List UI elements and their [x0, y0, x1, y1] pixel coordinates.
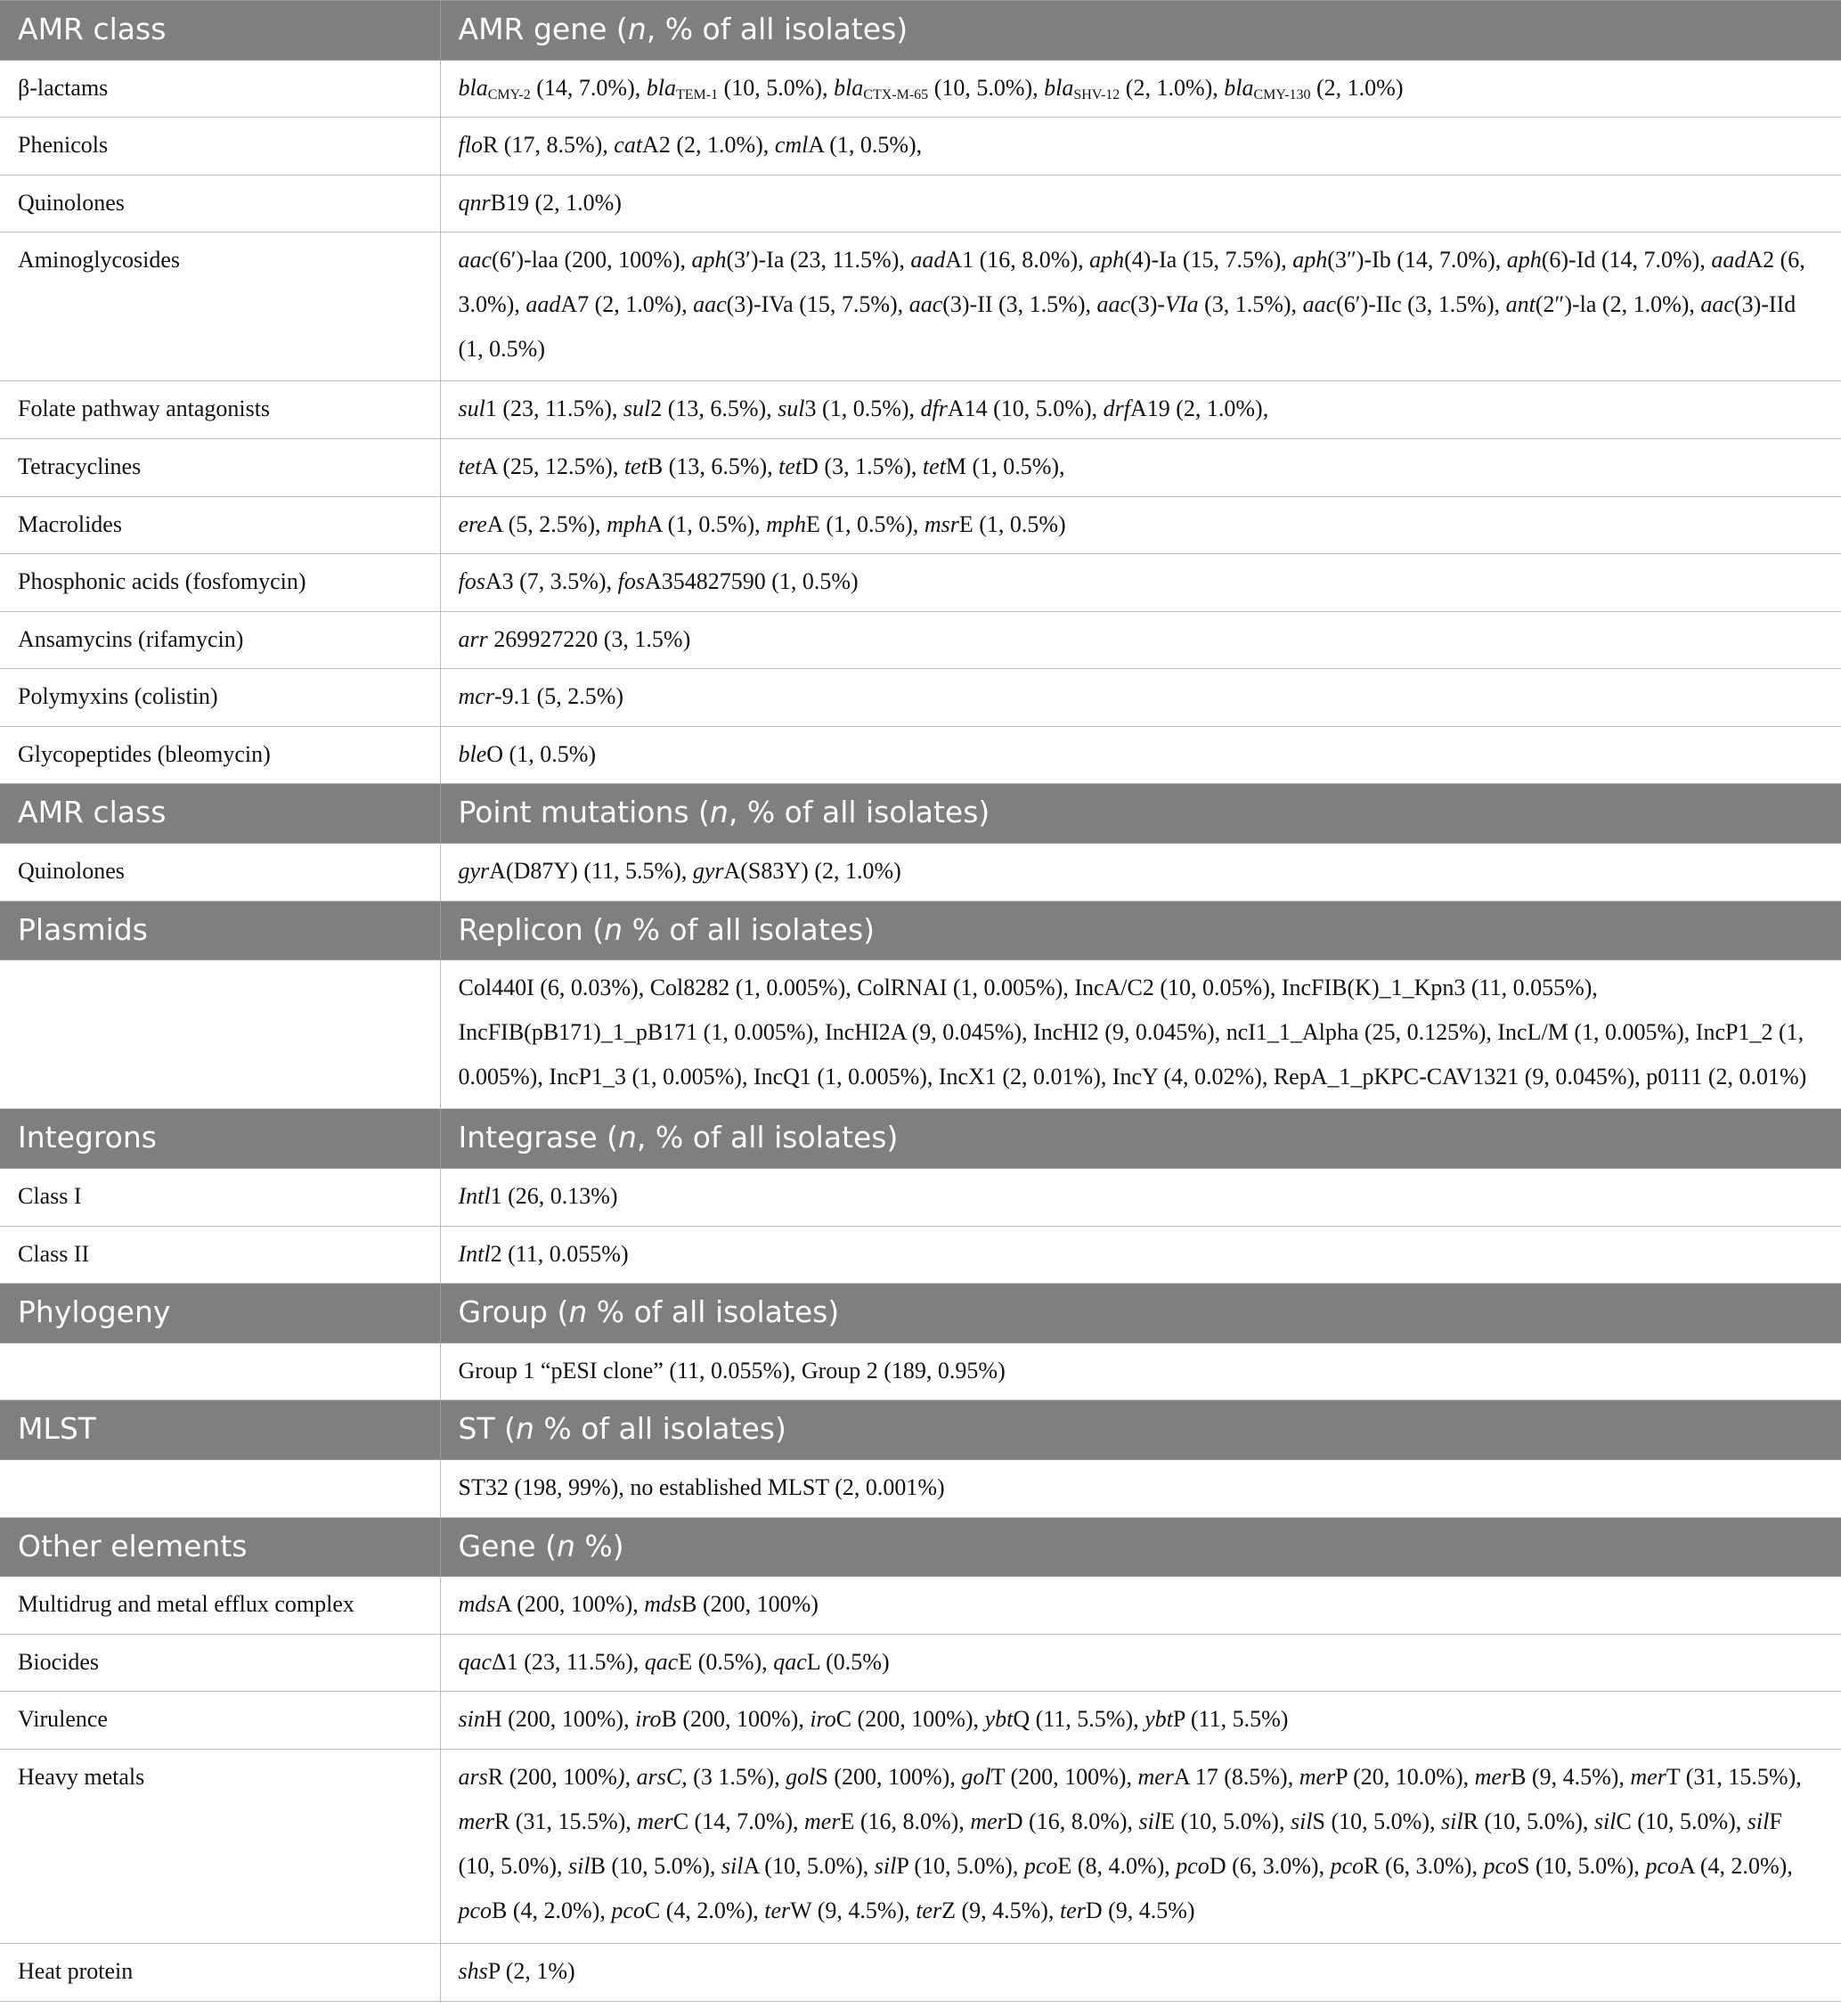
gene-name: flo [458, 132, 483, 159]
gene-name: cml [774, 132, 809, 159]
gene-name: aad [910, 247, 946, 273]
value-text: A (1, 0.5%), [646, 510, 767, 537]
gene-name: sul [458, 396, 485, 422]
row-value [440, 1577, 1841, 1635]
header-col2 [440, 901, 1841, 960]
value-text: A (200, 100%), [495, 1591, 645, 1618]
gene-name: aph [1506, 247, 1542, 273]
header-col2-n: n [556, 1528, 575, 1563]
gene-name: pco [458, 1897, 493, 1923]
table-row [0, 726, 1841, 784]
value-text: W (9, 4.5%), [790, 1897, 916, 1923]
gene-name: tet [623, 453, 648, 480]
gene-name: qac [773, 1648, 807, 1675]
gene-name: aph [1292, 247, 1328, 273]
header-col2 [440, 1517, 1841, 1577]
gene-name: iro [635, 1706, 662, 1733]
allele-subscript: CTX-M-65 [863, 86, 929, 102]
gene-name: mer [970, 1808, 1006, 1834]
gene-name: gol [961, 1763, 991, 1790]
value-text: D (9, 4.5%) [1085, 1897, 1195, 1923]
gene-name: aph [691, 247, 727, 273]
table-row [0, 611, 1841, 669]
table-row [0, 381, 1841, 439]
table-row [0, 1577, 1841, 1635]
table-row [0, 554, 1841, 612]
gene-name: mer [458, 1808, 494, 1834]
value-text: (3″)-Ib (14, 7.0%), [1327, 247, 1507, 273]
gene-name: shs [458, 1958, 488, 1985]
table-row [0, 439, 1841, 497]
header-col2-pre: ST ( [458, 1411, 516, 1447]
row-value [440, 611, 1841, 669]
header-col1: AMR class [0, 1, 440, 61]
section-header-point-mutations [0, 784, 1841, 844]
header-col1: Phylogeny [0, 1284, 440, 1343]
gene-name: aac [1700, 291, 1734, 318]
value-text: B (9, 4.5%), [1511, 1763, 1631, 1790]
value-text: D (6, 3.0%), [1209, 1852, 1331, 1879]
gene-name: sil [567, 1852, 591, 1879]
gene-name: gol [786, 1763, 816, 1790]
row-label: Quinolones [0, 175, 440, 233]
value-text: C (10, 5.0%), [1616, 1808, 1747, 1834]
gene-name: fos [617, 568, 645, 595]
gene-name: mer [1137, 1763, 1174, 1790]
table-row [0, 844, 1841, 902]
gene-name: aph [1089, 247, 1125, 273]
gene-name: aad [525, 291, 561, 318]
gene-name: sul [623, 396, 651, 422]
row-label: Macrolides [0, 496, 440, 554]
row-label: Polymyxins (colistin) [0, 669, 440, 727]
gene-name: mph [607, 510, 647, 537]
header-col2-post: % of all isolates) [534, 1411, 786, 1447]
gene-name: tet [458, 453, 482, 480]
header-col2 [440, 1, 1841, 61]
gene-name: pco [1330, 1852, 1364, 1879]
value-text: P (20, 10.0%), [1335, 1763, 1475, 1790]
value-text: T (31, 15.5%), [1666, 1763, 1802, 1790]
row-value [440, 1226, 1841, 1284]
gene-name: bla [458, 74, 488, 101]
gene-name: ars [458, 1763, 488, 1790]
gene-name: Intl [458, 1183, 491, 1210]
row-label [0, 1343, 440, 1400]
gene-name: ter [916, 1897, 942, 1923]
header-col2-post: % of all isolates) [623, 911, 876, 947]
value-text: Col440I (6, 0.03%), Col8282 (1, 0.005%), ColRNAI (1, 0.005%), IncA/C2 (10, 0.05%), IncFIB(K)_1_Kpn3 (11, 0.055%), IncFIB(pB171)_1_pB171 (1, 0.005%), IncHI2A (9, 0.045%), IncHI2 (9, 0.045%), ncI1_1_Alpha (25, 0.125%), IncL/M (1, 0.005%), IncP1_2 (1, 0.005%), IncP1_3 (1, 0.005%), IncQ1 (1, 0.005%), IncX1 (2, 0.01%), IncY (4, 0.02%), RepA_1_pKPC-CAV1321 (9, 0.045%), p0111 (2, 0.01%) [458, 975, 1807, 1090]
allele-subscript: CMY-2 [487, 86, 531, 102]
header-col2-n: n [618, 1120, 637, 1155]
value-text: D (3, 1.5%), [802, 453, 923, 480]
value-text: A 17 (8.5%), [1173, 1763, 1299, 1790]
value-text: O (1, 0.5%) [486, 740, 597, 767]
gene-name: ere [458, 510, 487, 537]
gene-name: ybt [984, 1706, 1014, 1733]
value-text: S (10, 5.0%), [1517, 1852, 1646, 1879]
row-label: Aminoglycosides [0, 233, 440, 381]
row-value [440, 381, 1841, 439]
gene-name: aac [908, 291, 943, 318]
row-value [440, 554, 1841, 612]
row-value [440, 60, 1841, 118]
table-row [0, 1343, 1841, 1400]
value-text: A(S83Y) (2, 1.0%) [723, 858, 901, 885]
table-row [0, 1226, 1841, 1284]
value-text: B (4, 2.0%), [492, 1897, 612, 1923]
value-text: C (4, 2.0%), [644, 1897, 765, 1923]
row-label: Phenicols [0, 118, 440, 175]
value-text: (4)-Ia (15, 7.5%), [1124, 247, 1293, 273]
gene-name: bla [1224, 74, 1254, 101]
value-text: P (2, 1%) [487, 1958, 575, 1985]
value-text: B (10, 5.0%), [590, 1852, 721, 1879]
value-text: A2 (2, 1.0%), [642, 132, 775, 159]
value-text: (2, 1.0%) [1310, 74, 1404, 101]
gene-name: qac [458, 1648, 493, 1675]
row-value [440, 1343, 1841, 1400]
value-text: A354827590 (1, 0.5%) [644, 568, 859, 595]
row-label: Quinolones [0, 844, 440, 902]
gene-name: dfr [920, 396, 948, 422]
gene-name: arr [458, 625, 488, 652]
row-label: Phosphonic acids (fosfomycin) [0, 554, 440, 612]
row-label: Multidrug and metal efflux complex [0, 1577, 440, 1635]
value-text: (10, 5.0%), [928, 74, 1045, 101]
gene-name: VIa [1165, 291, 1199, 318]
section-header-plasmids [0, 901, 1841, 960]
value-text: A (1, 0.5%), [808, 132, 923, 159]
value-text: (3)-IId (1, 0.5%) [458, 291, 1796, 363]
section-header-integrons [0, 1109, 1841, 1169]
value-text: C (200, 100%), [835, 1706, 985, 1733]
gene-name: aad [1711, 247, 1747, 273]
table-row [0, 1460, 1841, 1518]
gene-name: ter [764, 1897, 791, 1923]
row-label: β-lactams [0, 60, 440, 118]
value-text: 3 (1, 0.5%), [804, 396, 921, 422]
row-label: Class II [0, 1226, 440, 1284]
row-value [440, 439, 1841, 497]
gene-name: iro [810, 1706, 836, 1733]
header-col2-post: , % of all isolates) [646, 12, 908, 46]
row-value [440, 960, 1841, 1109]
value-text: S (200, 100%), [815, 1763, 962, 1790]
table-row [0, 175, 1841, 233]
allele-subscript: TEM-1 [675, 86, 719, 102]
row-label: Folate pathway antagonists [0, 381, 440, 439]
header-col2 [440, 784, 1841, 844]
row-value [440, 496, 1841, 554]
gene-name: mph [766, 510, 806, 537]
table-row [0, 233, 1841, 381]
value-text: Q (11, 5.5%), [1013, 1706, 1145, 1733]
value-text: R (6, 3.0%), [1364, 1852, 1484, 1879]
value-text: (14, 7.0%), [530, 74, 647, 101]
section-header-phylogeny [0, 1284, 1841, 1343]
gene-name: aac [458, 247, 493, 273]
gene-name: sil [1440, 1808, 1463, 1834]
row-value [440, 1944, 1841, 2002]
value-text: A7 (2, 1.0%), [560, 291, 694, 318]
table-row [0, 1692, 1841, 1750]
header-col2-post: , % of all isolates) [636, 1120, 899, 1155]
row-value [440, 726, 1841, 784]
value-text: E (8, 4.0%), [1057, 1852, 1177, 1879]
gene-name: ter [1059, 1897, 1086, 1923]
gene-name: bla [646, 74, 676, 101]
value-text: 1 (23, 11.5%), [485, 396, 623, 422]
gene-name: fos [458, 568, 485, 595]
gene-name: sil [1593, 1808, 1617, 1834]
gene-name: tet [778, 453, 802, 480]
row-label: Virulence [0, 1692, 440, 1750]
gene-name: sil [1138, 1808, 1161, 1834]
value-text: C (14, 7.0%), [672, 1808, 805, 1834]
value-text: M (1, 0.5%), [945, 453, 1065, 480]
row-label: Heavy metals [0, 1749, 440, 1943]
gene-name: Intl [458, 1240, 491, 1267]
header-col1: Integrons [0, 1109, 440, 1169]
gene-name: pco [1483, 1852, 1517, 1879]
value-text: D (16, 8.0%), [1006, 1808, 1139, 1834]
header-col2-n: n [604, 911, 623, 947]
header-col2-pre: Point mutations ( [458, 795, 710, 830]
table-row [0, 1634, 1841, 1692]
row-label: Tetracyclines [0, 439, 440, 497]
value-text: A3 (7, 3.5%), [485, 568, 618, 595]
gene-name: sil [874, 1852, 897, 1879]
gene-name: aac [1096, 291, 1131, 318]
header-col2 [440, 1400, 1841, 1460]
table-row [0, 960, 1841, 1109]
value-text: R (17, 8.5%), [482, 132, 615, 159]
value-text: A14 (10, 5.0%), [947, 396, 1104, 422]
value-text: E (16, 8.0%), [840, 1808, 971, 1834]
gene-name: mer [1630, 1763, 1666, 1790]
row-value [440, 1169, 1841, 1227]
header-col1: AMR class [0, 784, 440, 844]
table-row [0, 669, 1841, 727]
value-text: (2″)-la (2, 1.0%), [1535, 291, 1701, 318]
row-label: Ansamycins (rifamycin) [0, 611, 440, 669]
value-text: (3, 1.5%), [1198, 291, 1303, 318]
value-text: E (0.5%), [678, 1648, 774, 1675]
value-text: E (1, 0.5%), [805, 510, 925, 537]
value-text: 2 (13, 6.5%), [650, 396, 778, 422]
header-col2-n: n [627, 12, 647, 46]
value-text: 269927220 (3, 1.5%) [487, 625, 691, 652]
gene-name: pco [1645, 1852, 1679, 1879]
table-row [0, 118, 1841, 175]
gene-name: sin [458, 1706, 485, 1733]
gene-name: qnr [458, 189, 491, 216]
value-text: R (31, 15.5%), [493, 1808, 638, 1834]
value-text: B (200, 100%), [661, 1706, 811, 1733]
amr-table-body [0, 1, 1841, 2002]
section-header-other [0, 1517, 1841, 1577]
value-text: (6)-Id (14, 7.0%), [1541, 247, 1712, 273]
header-col1: MLST [0, 1400, 440, 1460]
row-value [440, 1692, 1841, 1750]
value-text: B (13, 6.5%), [647, 453, 779, 480]
gene-name: mer [1299, 1763, 1336, 1790]
header-col2-pre: Group ( [458, 1294, 569, 1330]
value-text: ST32 (198, 99%), no established MLST (2, 0.001%) [458, 1474, 945, 1500]
gene-name: pco [611, 1897, 645, 1923]
gene-name: bla [1044, 74, 1074, 101]
section-header-amr-genes [0, 1, 1841, 61]
value-text: Δ1 (23, 11.5%), [492, 1648, 645, 1675]
gene-name: sil [1747, 1808, 1770, 1834]
value-text: 2 (11, 0.055%) [490, 1240, 629, 1267]
header-col2-post: , % of all isolates) [728, 795, 990, 830]
header-col2-post: % of all isolates) [587, 1294, 840, 1330]
value-text: F (10, 5.0%), [458, 1808, 1782, 1879]
row-label: Glycopeptides (bleomycin) [0, 726, 440, 784]
header-col2-pre: Replicon ( [458, 911, 605, 947]
value-text: Group 1 “pESI clone” (11, 0.055%), Group 2 (189, 0.95%) [458, 1357, 1006, 1383]
value-text: E (1, 0.5%) [958, 510, 1066, 537]
value-text: A19 (2, 1.0%), [1129, 396, 1269, 422]
header-col1: Other elements [0, 1517, 440, 1577]
row-value [440, 669, 1841, 727]
gene-name: drf [1103, 396, 1130, 422]
table-row [0, 60, 1841, 118]
value-text: A (5, 2.5%), [486, 510, 607, 537]
value-text: (3)-II (3, 1.5%), [942, 291, 1097, 318]
gene-name: cat [614, 132, 643, 159]
gene-name: pco [1023, 1852, 1058, 1879]
header-col2 [440, 1109, 1841, 1169]
value-text: A (4, 2.0%), [1678, 1852, 1793, 1879]
gene-name: ble [458, 740, 487, 767]
allele-subscript: SHV-12 [1073, 86, 1120, 102]
gene-name: aac [693, 291, 727, 318]
value-text: (3)-IVa (15, 7.5%), [726, 291, 909, 318]
value-text: R (10, 5.0%), [1462, 1808, 1594, 1834]
gene-name: pco [1176, 1852, 1210, 1879]
row-value [440, 233, 1841, 381]
value-text: S (10, 5.0%), [1312, 1808, 1441, 1834]
value-text: P (11, 5.5%) [1172, 1706, 1289, 1733]
value-text: L (0.5%) [806, 1648, 890, 1675]
gene-name: sil [721, 1852, 744, 1879]
header-col2-n: n [515, 1411, 534, 1447]
value-text: A2 (6, 3.0%), [458, 247, 1805, 318]
row-value [440, 1460, 1841, 1518]
gene-name: bla [834, 74, 864, 101]
table-row [0, 496, 1841, 554]
gene-name: mds [644, 1591, 682, 1618]
gene-name: tet [922, 453, 946, 480]
value-text: (2, 1.0%), [1120, 74, 1225, 101]
value-text: R (200, 100% [487, 1763, 617, 1790]
row-label: Class I [0, 1169, 440, 1227]
section-header-mlst [0, 1400, 1841, 1460]
value-text: B19 (2, 1.0%) [490, 189, 622, 216]
header-col2-post: %) [574, 1528, 624, 1563]
gene-name: sil [1290, 1808, 1313, 1834]
row-value [440, 1634, 1841, 1692]
gene-name: mer [637, 1808, 673, 1834]
row-value [440, 1749, 1841, 1943]
gene-name: ybt [1145, 1706, 1173, 1733]
value-text: (10, 5.0%), [718, 74, 835, 101]
row-label: Biocides [0, 1634, 440, 1692]
value-text: B (200, 100%) [681, 1591, 819, 1618]
value-text: (6′)-IIc (3, 1.5%), [1336, 291, 1506, 318]
gene-name: mcr [458, 683, 494, 710]
value-text: Z (9, 4.5%), [941, 1897, 1060, 1923]
gene-name: qac [644, 1648, 679, 1675]
row-value [440, 118, 1841, 175]
gene-name: mer [804, 1808, 841, 1834]
row-label: Heat protein [0, 1944, 440, 2002]
gene-name: gyr [458, 858, 490, 885]
header-col2-n: n [568, 1294, 588, 1330]
table-row [0, 1169, 1841, 1227]
gene-name: gyr [692, 858, 724, 885]
value-text: -9.1 (5, 2.5%) [493, 683, 624, 710]
row-value [440, 844, 1841, 902]
gene-name: mds [458, 1591, 496, 1618]
gene-name: aac [1302, 291, 1337, 318]
value-text: A1 (16, 8.0%), [945, 247, 1090, 273]
gene-name: mer [1474, 1763, 1511, 1790]
allele-subscript: CMY-130 [1253, 86, 1311, 102]
value-text: T (200, 100%), [990, 1763, 1138, 1790]
gene-name: ), arsC, [616, 1763, 688, 1790]
value-text: (3′)-Ia (23, 11.5%), [726, 247, 911, 273]
row-label [0, 960, 440, 1109]
gene-name: sul [778, 396, 805, 422]
gene-name: msr [924, 510, 959, 537]
value-text: 1 (26, 0.13%) [490, 1183, 618, 1210]
row-value [440, 175, 1841, 233]
header-col1: Plasmids [0, 901, 440, 960]
value-text: E (10, 5.0%), [1161, 1808, 1291, 1834]
header-col2-pre: Integrase ( [458, 1120, 618, 1155]
value-text: (3 1.5%), [687, 1763, 786, 1790]
value-text: A(D87Y) (11, 5.5%), [489, 858, 693, 885]
table-row [0, 1749, 1841, 1943]
gene-name: ant [1505, 291, 1536, 318]
value-text: A (10, 5.0%), [743, 1852, 875, 1879]
row-label [0, 1460, 440, 1518]
table-row [0, 1944, 1841, 2002]
value-text: (3)- [1130, 291, 1166, 318]
value-text: A (25, 12.5%), [481, 453, 624, 480]
value-text: P (10, 5.0%), [896, 1852, 1024, 1879]
value-text: (6′)-laa (200, 100%), [492, 247, 692, 273]
header-col2-pre: Gene ( [458, 1528, 557, 1563]
header-col2-pre: AMR gene ( [458, 12, 628, 46]
value-text: H (200, 100%), [485, 1706, 636, 1733]
header-col2-n: n [709, 795, 729, 830]
header-col2 [440, 1284, 1841, 1343]
